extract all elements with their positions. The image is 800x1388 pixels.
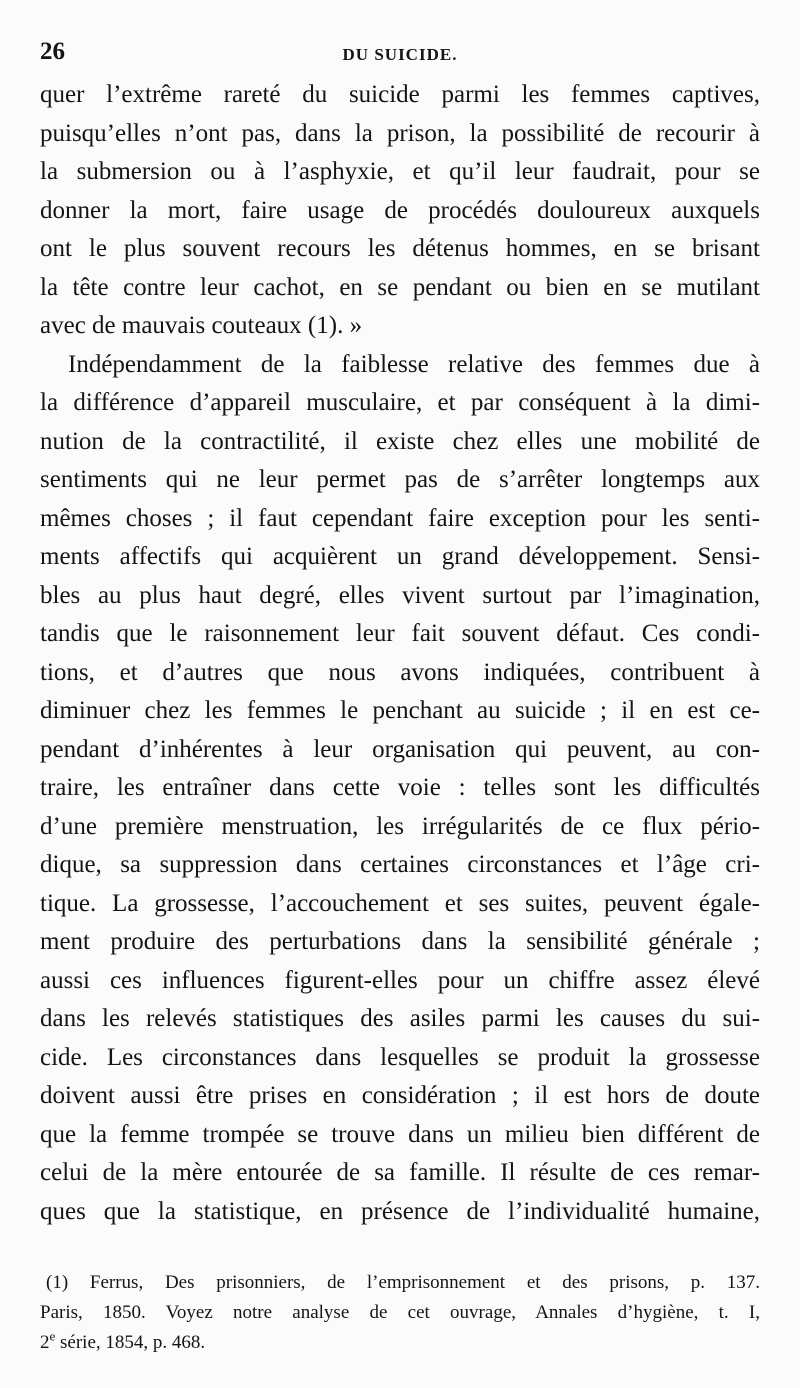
text-line: la tête contre leur cachot, en se pendant ou bien en se mutilant (40, 273, 760, 301)
footnote-superscript: e (49, 1328, 56, 1344)
text-line: doivent aussi être prises en considération ; il est hors de doute (40, 1082, 760, 1109)
text-line: tandis que le raisonnement leur fait souvent défaut. Ces condi- (40, 620, 760, 647)
text-line: bles au plus haut degré, elles vivent surtout par l’imagination, (40, 581, 760, 609)
text-line: aussi ces influences figurent-elles pour un chiffre assez élevé (40, 966, 760, 994)
text-line: ment produire des perturbations dans la sensibilité générale ; (40, 928, 760, 955)
text-line: cide. Les circonstances dans lesquelles se produit la grossesse (40, 1043, 760, 1071)
text-line: d’une première menstruation, les irrégularités de ce flux pério- (40, 812, 760, 840)
footnote-line-rest: série, 1854, p. 468. (55, 1332, 206, 1353)
text-line: tique. La grossesse, l’accouchement et ses suites, peuvent égale- (40, 889, 760, 917)
text-line: que la femme trompée se trouve dans un milieu bien différent de (40, 1120, 760, 1148)
text-line: ques que la statistique, en présence de l’individualité humaine, (40, 1197, 760, 1225)
text-line: sentiments qui ne leur permet pas de s’arrêter longtemps aux (40, 466, 760, 493)
text-line: ont le plus souvent recours les détenus hommes, en se brisant (40, 235, 760, 262)
text-line: dique, sa suppression dans certaines circonstances et l’âge cri- (40, 851, 760, 878)
page-header (40, 38, 760, 72)
text-line: diminuer chez les femmes le penchant au suicide ; il en est ce- (40, 697, 760, 724)
text-line: Indépendamment de la faiblesse relative des femmes due à (68, 350, 760, 378)
text-line: celui de la mère entourée de sa famille. Il résulte de ces remar- (40, 1159, 760, 1186)
footnote-line: Paris, 1850. Voyez notre analyse de cet ouvrage, Annales d’hygiène, t. I, (40, 1302, 760, 1323)
text-line: avec de mauvais couteaux (1). » (40, 312, 363, 339)
text-line: ments affectifs qui acquièrent un grand développement. Sensi- (40, 543, 760, 570)
text-line: quer l’extrême rareté du suicide parmi les femmes captives, (40, 81, 760, 108)
text-line: tions, et d’autres que nous avons indiquées, contribuent à (40, 658, 760, 686)
body-text (40, 76, 760, 1231)
text-line: la submersion ou à l’asphyxie, et qu’il leur faudrait, pour se (40, 158, 760, 185)
text-line: traire, les entraîner dans cette voie : telles sont les difficultés (40, 774, 760, 801)
footnote (40, 1268, 760, 1358)
footnote-series-number: 2 (40, 1332, 50, 1353)
text-line: nution de la contractilité, il existe chez elles une mobilité de (40, 427, 760, 455)
running-title: DU SUICIDE. (342, 45, 458, 64)
text-line: donner la mort, faire usage de procédés douloureux auxquels (40, 196, 760, 224)
footnote-line (40, 1328, 760, 1358)
text-line: dans les relevés statistiques des asiles parmi les causes du sui- (40, 1005, 760, 1032)
page-number: 26 (40, 38, 65, 65)
text-line: pendant d’inhérentes à leur organisation qui peuvent, au con- (40, 735, 760, 763)
text-line: mêmes choses ; il faut cependant faire exception pour les senti- (40, 504, 760, 532)
text-line: puisqu’elles n’ont pas, dans la prison, la possibilité de recourir à (40, 119, 760, 147)
text-line: la différence d’appareil musculaire, et par conséquent à la dimi- (40, 389, 760, 416)
footnote-line: (1) Ferrus, Des prisonniers, de l’emprisonnement et des prisons, p. 137. (46, 1272, 760, 1293)
